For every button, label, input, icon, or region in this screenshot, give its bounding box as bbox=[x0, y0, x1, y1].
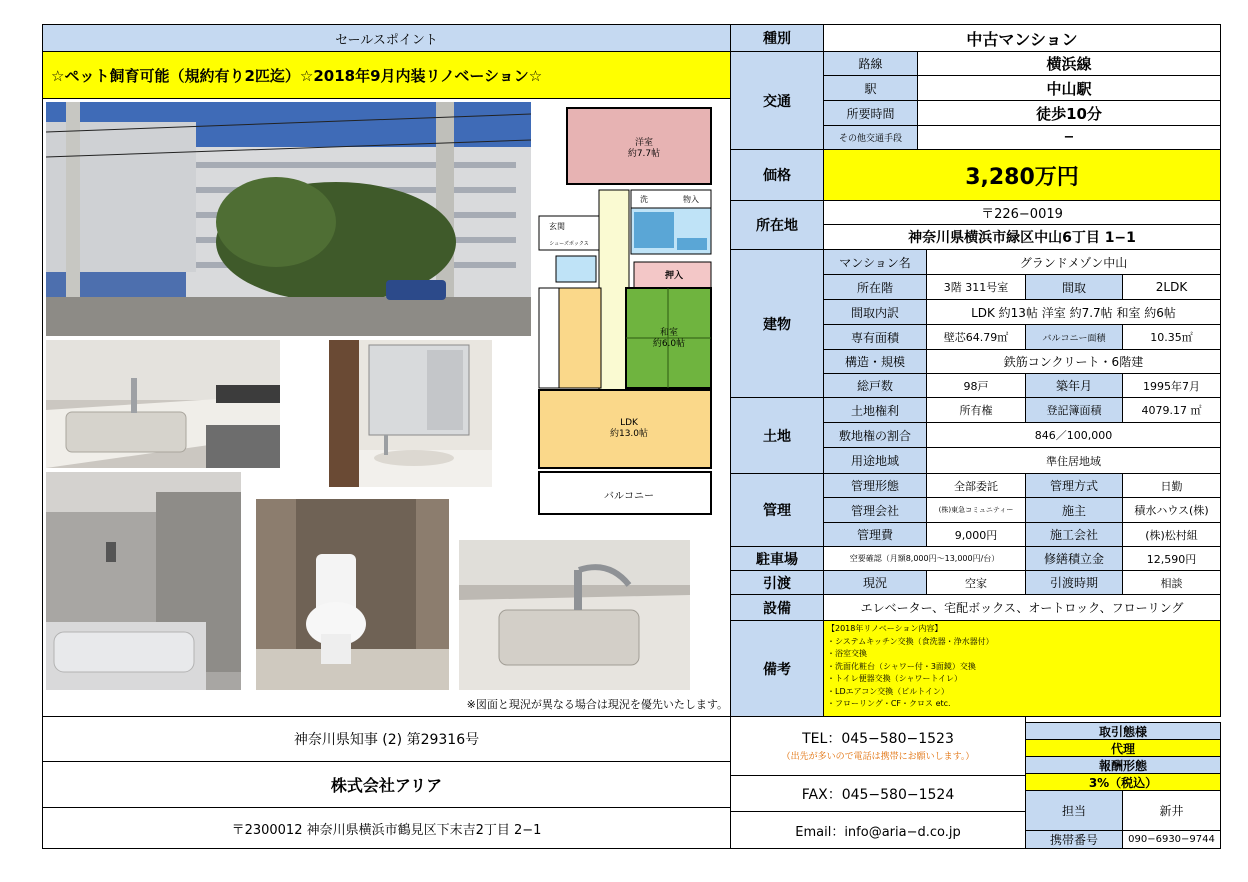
tel-block bbox=[730, 716, 1026, 776]
mgmt-form-label: 管理形態 bbox=[823, 473, 927, 498]
photo-note: ※図面と現況が異なる場合は現況を優先いたします。 bbox=[466, 698, 728, 711]
mobile-value[interactable]: 090−6930−9744 bbox=[1122, 830, 1221, 849]
built-value: 1995年7月 bbox=[1122, 373, 1221, 398]
equipment-value: エレベーター、宅配ボックス、オートロック、フローリング bbox=[823, 594, 1221, 621]
status-value: 空家 bbox=[926, 570, 1026, 595]
floorplan-western-room-label: 洋室 約7.7帖 bbox=[627, 138, 661, 159]
handover-time-value: 相談 bbox=[1122, 570, 1221, 595]
floorplan-entrance-label: 玄関 bbox=[549, 221, 565, 231]
building-exterior-photo bbox=[46, 102, 531, 336]
registered-area-label: 登記簿面積 bbox=[1025, 397, 1123, 423]
balcony-area-value: 10.35㎡ bbox=[1122, 324, 1221, 350]
units-value: 98戸 bbox=[926, 373, 1026, 398]
license-number: 神奈川県知事 (2) 第29316号 bbox=[42, 716, 731, 762]
washbasin-photo bbox=[329, 340, 492, 487]
price-label: 価格 bbox=[730, 149, 824, 201]
owner-value: 積水ハウス(株) bbox=[1122, 497, 1221, 523]
mgmt-method-label: 管理方式 bbox=[1025, 473, 1123, 498]
management-label: 管理 bbox=[730, 473, 824, 547]
remarks-label: 備考 bbox=[730, 620, 824, 717]
registered-area-value: 4079.17 ㎡ bbox=[1122, 397, 1221, 423]
price-value: 3,280万円 bbox=[823, 149, 1221, 201]
remarks-box bbox=[823, 620, 1221, 717]
remarks-line: ・フローリング・CF・クロス etc. bbox=[827, 699, 951, 708]
email-address[interactable]: Email：info@aria−d.co.jp bbox=[730, 811, 1026, 849]
status-label: 現況 bbox=[823, 570, 927, 595]
units-label: 総戸数 bbox=[823, 373, 927, 398]
zoning-value: 準住居地域 bbox=[926, 447, 1221, 474]
mgmt-company-label: 管理会社 bbox=[823, 497, 927, 523]
layout-detail-value: LDK 約13帖 洋室 約7.7帖 和室 約6帖 bbox=[926, 299, 1221, 325]
mobile-label: 携帯番号 bbox=[1025, 830, 1123, 849]
sales-point-text: ☆ペット飼育可能（規約有り2匹迄）☆2018年9月内装リノベーション☆ bbox=[42, 51, 731, 99]
structure-value: 鉄筋コンクリート・6階建 bbox=[926, 349, 1221, 374]
layout-detail-label: 間取内訳 bbox=[823, 299, 927, 325]
floor-value: 3階 311号室 bbox=[926, 274, 1026, 300]
remarks-line: ・LDエアコン交換（ビルトイン） bbox=[827, 686, 949, 696]
staff-label: 担当 bbox=[1025, 790, 1123, 831]
remarks-line: ・洗面化粧台（シャワー付・3面鏡）交換 bbox=[827, 661, 976, 671]
remarks-line: ・システムキッチン交換（食洗器・浄水器付） bbox=[827, 636, 994, 646]
fax-number: FAX：045−580−1524 bbox=[730, 775, 1026, 812]
fee-type-value: 3%（税込） bbox=[1025, 773, 1221, 791]
equipment-label: 設備 bbox=[730, 594, 824, 621]
floorplan-closet-label: 押入 bbox=[664, 270, 683, 281]
remarks-line: ・トイレ便器交換（シャワートイレ） bbox=[827, 674, 963, 683]
floorplan-shoesbox-label: シューズボックス bbox=[549, 240, 589, 247]
time-label: 所要時間 bbox=[823, 100, 918, 126]
address-value: 神奈川県横浜市緑区中山6丁目 1−1 bbox=[823, 224, 1221, 250]
layout-value: 2LDK bbox=[1122, 274, 1221, 300]
line-label: 路線 bbox=[823, 51, 918, 76]
mgmt-method-value: 日勤 bbox=[1122, 473, 1221, 498]
land-ratio-value: 846／100,000 bbox=[926, 422, 1221, 448]
deal-type-value: 代理 bbox=[1025, 739, 1221, 757]
bathroom-photo bbox=[46, 472, 241, 690]
floorplan-japanese-room-label: 和室 約6.0帖 bbox=[652, 328, 686, 349]
parking-value: 空要確認（月額8,000円〜13,000円/台） bbox=[823, 546, 1026, 571]
mgmt-fee-label: 管理費 bbox=[823, 522, 927, 547]
land-right-label: 土地権利 bbox=[823, 397, 927, 423]
remarks-line: ・浴室交換 bbox=[827, 649, 867, 658]
other-transport-value: − bbox=[917, 125, 1221, 150]
kitchen-sink-photo bbox=[459, 540, 690, 690]
repair-fund-value: 12,590円 bbox=[1122, 546, 1221, 571]
layout-label: 間取 bbox=[1025, 274, 1123, 300]
mgmt-company-value: (株)東急コミュニティー bbox=[926, 497, 1026, 523]
type-label: 種別 bbox=[730, 24, 824, 52]
builder-value: (株)松村組 bbox=[1122, 522, 1221, 547]
floorplan-wash-label: 洗 bbox=[640, 194, 648, 204]
builder-label: 施工会社 bbox=[1025, 522, 1123, 547]
line-value: 横浜線 bbox=[917, 51, 1221, 76]
floor-plan bbox=[534, 102, 726, 520]
repair-fund-label: 修繕積立金 bbox=[1025, 546, 1123, 571]
postal-code: 〒226−0019 bbox=[823, 200, 1221, 225]
address-label: 所在地 bbox=[730, 200, 824, 250]
area-label: 専有面積 bbox=[823, 324, 927, 350]
tel-note: （出先が多いので電話は携帯にお願いします。） bbox=[781, 751, 975, 762]
mgmt-fee-value: 9,000円 bbox=[926, 522, 1026, 547]
floorplan-ldk-label: LDK 約13.0帖 bbox=[609, 418, 649, 439]
deal-type-label: 取引態様 bbox=[1025, 722, 1221, 740]
time-value: 徒歩10分 bbox=[917, 100, 1221, 126]
floorplan-storage-label: 物入 bbox=[683, 194, 699, 204]
station-label: 駅 bbox=[823, 75, 918, 101]
zoning-label: 用途地域 bbox=[823, 447, 927, 474]
area-value: 壁芯64.79㎡ bbox=[926, 324, 1026, 350]
toilet-photo bbox=[256, 499, 449, 690]
built-label: 築年月 bbox=[1025, 373, 1123, 398]
remarks-line: 【2018年リノベーション内容】 bbox=[827, 624, 943, 633]
transport-label: 交通 bbox=[730, 51, 824, 150]
land-label: 土地 bbox=[730, 397, 824, 474]
type-value: 中古マンション bbox=[823, 24, 1221, 52]
handover-time-label: 引渡時期 bbox=[1025, 570, 1123, 595]
land-ratio-label: 敷地権の割合 bbox=[823, 422, 927, 448]
mgmt-form-value: 全部委託 bbox=[926, 473, 1026, 498]
floor-label: 所在階 bbox=[823, 274, 927, 300]
staff-value: 新井 bbox=[1122, 790, 1221, 831]
fee-type-label: 報酬形態 bbox=[1025, 756, 1221, 774]
tel-number[interactable]: TEL：045−580−1523 bbox=[802, 731, 954, 747]
mansion-name-label: マンション名 bbox=[823, 249, 927, 275]
structure-label: 構造・規模 bbox=[823, 349, 927, 374]
other-transport-label: その他交通手段 bbox=[823, 125, 918, 150]
floorplan-balcony-label: バルコニー bbox=[604, 490, 654, 502]
company-address: 〒2300012 神奈川県横浜市鶴見区下末吉2丁目 2−1 bbox=[42, 807, 731, 849]
balcony-area-label: バルコニー面積 bbox=[1025, 324, 1123, 350]
building-label: 建物 bbox=[730, 249, 824, 398]
company-name: 株式会社アリア bbox=[42, 761, 731, 808]
owner-label: 施主 bbox=[1025, 497, 1123, 523]
land-right-value: 所有権 bbox=[926, 397, 1026, 423]
handover-label: 引渡 bbox=[730, 570, 824, 595]
sales-point-header: セールスポイント bbox=[42, 24, 731, 52]
kitchen-photo bbox=[46, 340, 280, 468]
parking-label: 駐車場 bbox=[730, 546, 824, 571]
mansion-name-value: グランドメゾン中山 bbox=[926, 249, 1221, 275]
station-value: 中山駅 bbox=[917, 75, 1221, 101]
